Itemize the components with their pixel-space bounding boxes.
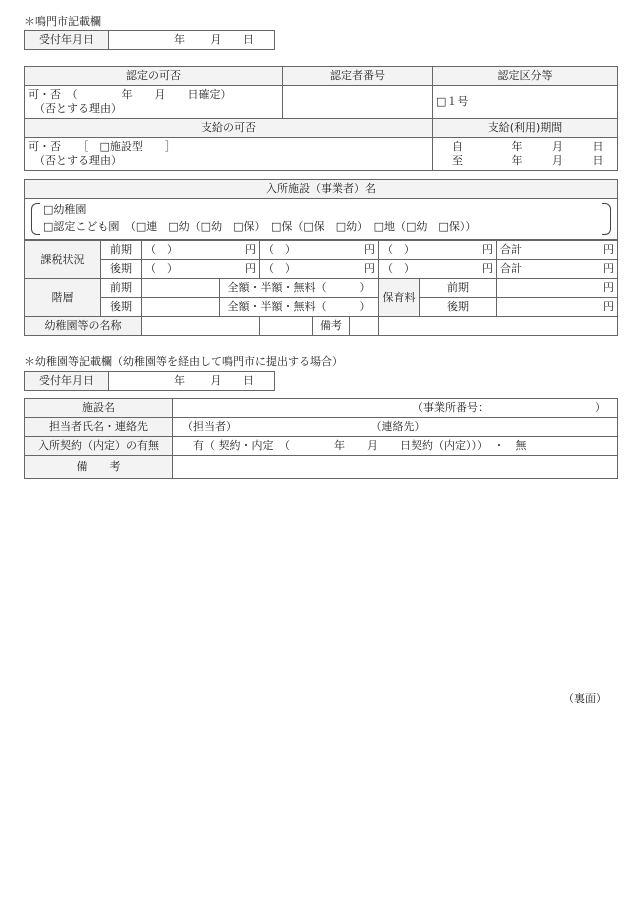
yen-label: 円 xyxy=(603,243,614,256)
tier-second-fee-text[interactable]: 全額・半額・無料（ ） xyxy=(220,298,379,317)
city-receipt-table xyxy=(24,30,275,50)
cert-class-header: 認定区分等 xyxy=(433,67,618,86)
contact-number-label: （連絡先） xyxy=(370,420,426,433)
from-year-label: 年 xyxy=(511,140,523,153)
class-1-checkbox[interactable]: □１号 xyxy=(436,95,469,108)
facility-options-cell[interactable] xyxy=(25,199,618,240)
contract-field[interactable]: 有（ 契約・内定 （ 年 月 日契約（内定））） ・ 無 xyxy=(173,437,618,456)
fee-second-amount[interactable] xyxy=(497,298,618,317)
kindergarten-option[interactable]: □幼稚園 xyxy=(43,203,87,216)
kinder-name-field[interactable] xyxy=(142,317,260,336)
cert-reason-label: （否とする理由） xyxy=(34,102,122,115)
office-number-label: （事業所番号： xyxy=(412,401,489,414)
cert-number-header: 認定者番号 xyxy=(283,67,433,86)
certification-table xyxy=(24,66,618,171)
tax-second-amount-1[interactable] xyxy=(142,260,260,279)
cert-possible-header: 認定の可否 xyxy=(25,67,283,86)
cert-possible-cell[interactable] xyxy=(25,86,283,119)
tier-label: 階層 xyxy=(25,279,101,317)
facility-name-field[interactable] xyxy=(173,399,618,418)
close-paren: ） xyxy=(595,401,606,414)
fee-first-amount[interactable] xyxy=(497,279,618,298)
to-day-label: 日 xyxy=(592,154,604,167)
day-label: 日 xyxy=(243,33,254,46)
tier-first-value[interactable] xyxy=(142,279,220,298)
city-receipt-label: 受付年月日 xyxy=(25,31,109,50)
yen-label: 円 xyxy=(245,262,256,275)
right-bracket xyxy=(602,203,611,235)
tax-first-amount-3[interactable] xyxy=(379,241,497,260)
city-section-title: ＊鳴門市記載欄 xyxy=(24,15,101,28)
tax-second-amount-3[interactable] xyxy=(379,260,497,279)
tax-status-label: 課税状況 xyxy=(25,241,101,279)
month-label: 月 xyxy=(210,374,222,387)
day-label: 日 xyxy=(243,374,254,387)
from-month-label: 月 xyxy=(552,140,563,153)
yen-label: 円 xyxy=(482,243,493,256)
cert-class-cell[interactable] xyxy=(433,86,618,119)
tax-first-amount-1[interactable] xyxy=(142,241,260,260)
contact-field[interactable] xyxy=(173,418,618,437)
yen-label: 円 xyxy=(603,300,614,313)
city-receipt-date-field[interactable] xyxy=(109,31,275,50)
month-label: 月 xyxy=(210,33,222,46)
paren-text: （ ） xyxy=(382,262,415,275)
cert-number-field[interactable] xyxy=(283,86,433,119)
contract-label: 入所契約（内定）の有無 xyxy=(25,437,173,456)
facility-header: 入所施設（事業者）名 xyxy=(25,180,618,199)
kinder-receipt-label: 受付年月日 xyxy=(25,372,109,391)
yen-label: 円 xyxy=(603,281,614,294)
facility-name-label: 施設名 xyxy=(25,399,173,418)
contact-label: 担当者氏名・連絡先 xyxy=(25,418,173,437)
payment-period-cell[interactable] xyxy=(433,138,618,171)
payment-possible-text: 可・否 ［ □施設型 ］ xyxy=(28,140,176,153)
remarks-short-label: 備考 xyxy=(312,317,350,335)
kinder-receipt-date-field[interactable] xyxy=(109,372,275,391)
to-month-label: 月 xyxy=(552,154,563,167)
kinder-remarks-field[interactable] xyxy=(379,317,618,336)
total-label: 合計 xyxy=(500,262,522,275)
from-label: 自 xyxy=(452,140,463,153)
tax-tier-table xyxy=(24,240,618,336)
remarks-label: 備 考 xyxy=(25,456,173,479)
payment-possible-cell[interactable] xyxy=(25,138,433,171)
kinder-remarks-cell[interactable] xyxy=(260,317,379,336)
kinder-receipt-table xyxy=(24,371,275,391)
tax-first-total[interactable] xyxy=(497,241,618,260)
yen-label: 円 xyxy=(245,243,256,256)
yen-label: 円 xyxy=(482,262,493,275)
tax-second-total[interactable] xyxy=(497,260,618,279)
yen-label: 円 xyxy=(364,262,375,275)
person-label: （担当者） xyxy=(182,420,237,433)
year-label: 年 xyxy=(174,33,185,46)
remarks-field[interactable] xyxy=(173,456,618,479)
paren-text: （ ） xyxy=(145,243,178,256)
page-side-label: （裏面） xyxy=(563,692,607,705)
tier-second-label: 後期 xyxy=(101,298,142,317)
payment-reason-label: （否とする理由） xyxy=(34,154,122,167)
tier-second-value[interactable] xyxy=(142,298,220,317)
kinder-name-label: 幼稚園等の名称 xyxy=(25,317,142,336)
yen-label: 円 xyxy=(603,262,614,275)
tax-first-amount-2[interactable] xyxy=(260,241,379,260)
cert-possible-text: 可・否 （ 年 月 日確定） xyxy=(28,88,232,101)
tax-second-label: 後期 xyxy=(101,260,142,279)
from-day-label: 日 xyxy=(592,140,604,153)
tier-first-fee-text[interactable]: 全額・半額・無料（ ） xyxy=(220,279,379,298)
tier-first-label: 前期 xyxy=(101,279,142,298)
fee-second-label: 後期 xyxy=(420,298,497,317)
tax-first-label: 前期 xyxy=(101,241,142,260)
paren-text: （ ） xyxy=(382,243,415,256)
total-label: 合計 xyxy=(500,243,522,256)
tax-second-amount-2[interactable] xyxy=(260,260,379,279)
to-label: 至 xyxy=(452,154,463,167)
fee-first-label: 前期 xyxy=(420,279,497,298)
to-year-label: 年 xyxy=(511,154,523,167)
payment-possible-header: 支給の可否 xyxy=(25,119,433,138)
childcare-fee-label: 保育料 xyxy=(379,279,420,317)
facility-table xyxy=(24,179,618,240)
left-bracket xyxy=(31,203,40,235)
year-label: 年 xyxy=(174,374,185,387)
certified-center-option[interactable]: □認定こども園 （□連 □幼（□幼 □保） □保（□保 □幼） □地（□幼 □保）） xyxy=(43,220,477,233)
yen-label: 円 xyxy=(364,243,375,256)
paren-text: （ ） xyxy=(145,262,178,275)
paren-text: （ ） xyxy=(263,262,296,275)
paren-text: （ ） xyxy=(263,243,296,256)
kinder-section-title: ＊幼稚園等記載欄（幼稚園等を経由して鳴門市に提出する場合） xyxy=(24,355,343,368)
facility-info-table xyxy=(24,398,618,479)
payment-period-header: 支給(利用)期間 xyxy=(433,119,618,138)
